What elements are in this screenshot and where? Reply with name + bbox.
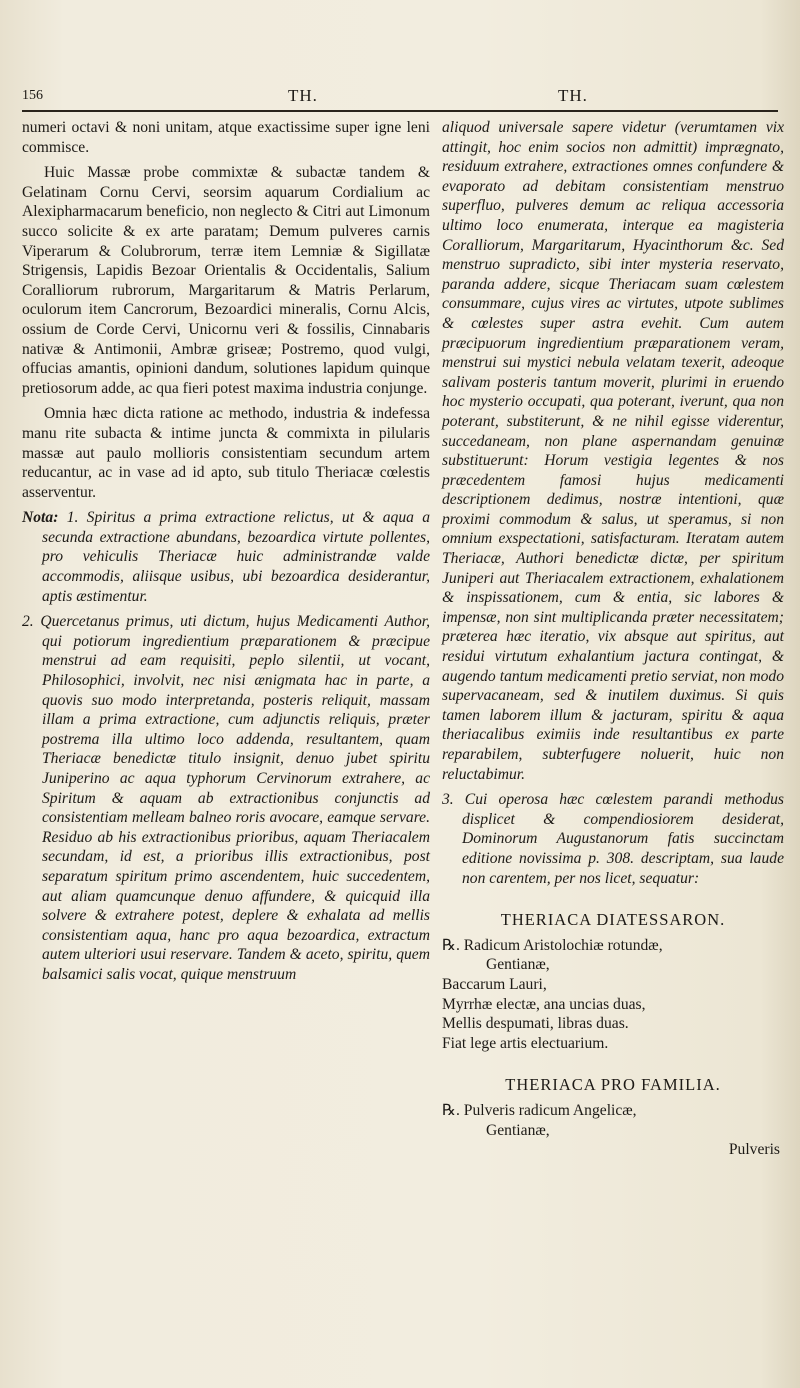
note-1-text: 1. Spiritus a prima extractione relictus, ut & aqua a secunda extractione abundans, bezoardica virtute pollentes, pro vehiculis Theriacæ huic administrandæ valde accommodis, aliisque usibus, ubi bezoardica desiderantur, aptis æstimentur. [42,509,430,605]
header-rule [22,110,778,112]
running-header [22,86,778,110]
note-2: 2. Quercetanus primus, uti dictum, hujus Medicamenti Author, qui potiorum ingredientium præparationem & præcipue menstrui ad eam requisiti, peplo silentii, ut vocant, Philosophici, involvit, nec nisi ænigmata hac in parte, a quovis suo modo interpretanda, posteris reliquit, massam illam a prima extractione, cum adjunctis reliquis, præter postrema illa ultimo loco addenda, resultantem, quam Theriacæ benedictæ titulo insignit, denuo jubet spiritu Juniperino ac aqua typhorum Cervinorum extrahere, ac Spiritum & aquam ab extractionibus conjunctis ad consistentiam melleam balneo roris avocare, eamque servare. Residuo ab his extractionibus prioribus, aquam Theriacalem secundam, id est, a prioribus illis extractionibus, post separatum spiritum primo ascendentem, huic succedentem, aut aliam quamcunque denuo affundere, & quicquid illa solvere & extrahere potest, deplere & exhalata ad mellis consistentiam aqua, hanc pro aqua bezoardica, extractum autem ulteriori usui reservare. Tandem & aceto, spiritu, quem balsamici salis vocat, quique menstruum [22,613,430,983]
note-label: Nota: [22,509,59,527]
recipe-line: Baccarum Lauri, [442,975,547,993]
recipe-line: Myrrhæ electæ, ana uncias duas, [442,995,646,1013]
page-number: 156 [22,88,43,103]
recipe-line: ℞. Pulveris radicum Angelicæ, [442,1101,637,1119]
note-1 [22,508,430,606]
paragraph: Huic Massæ probe commixtæ & subactæ tandem & Gelatinam Cornu Cervi, seorsim aquarum Cordialium ac Alexipharmacarum beneficio, non neglecto & Citri aut Limonum succo solicite & ex arte paratam; Demum pulveres carnis Viperarum & Colubrorum, terræ item Lemniæ & Sigillatæ Strigensis, Lapidis Bezoar Orientalis & Occidentalis, Salium Coralliorum rubrorum, Margaritarum & Matris Perlarum, oculorum item Cancrorum, Bezoardici mineralis, Cornu Alcis, ossium de Corde Cervi, Unicornu veri & fossilis, Cinnabaris nativæ & Antimonii, Ambræ griseæ; Postremo, quod vulgi, offucias amantis, opinioni dandum, solutiones lapidum quinque pretiosorum adde, ac qua fieri potest maxima industria conjunge. [22,164,430,397]
recipe-line: Mellis despumati, libras duas. [442,1015,629,1033]
catchword: Pulveris [728,1141,780,1159]
recipe-heading: THERIACA DIATESSARON. [500,910,726,930]
recipe-heading: THERIACA PRO FAMILIA. [505,1075,721,1095]
recipe-line: Fiat lege artis electuarium. [442,1034,609,1052]
paragraph: aliquod universale sapere videtur (verumtamen vix attingit, hoc enim socios non admittit) imprægnato, residuum extrahere, extractiones omnes confundere & evaporato ad debitam consistentiam menstruo superfluo, pulveres demum ac reliqua accessoria ultimo loco enumerata, interque ea magisteria Coralliorum, Margaritarum, Hyacinthorum &c. Sed menstruo supradicto, sibi inter mysteria reservato, paranda addere, sicque Theriacam suam cœlestem consummare, cujus vires ac virtutes, utpote sublimes & cœlestes super astra evehit. Cum autem præcipuorum ingredientium præparationem veram, menstrui sui mystici nebula velatam texerit, adeoque salivam posteris tantum moverit, plurimi in eruendo hoc mysterio occupati, qua poterant, iverunt, qua non poterant, substiterunt, & ne nihil egisse viderentur, succedaneam, non plane aspernandam genuinæ substituerunt: Horum vestigia legentes & nos præcedentem famosi hujus medicamenti descriptionem dedimus, nostræ intentioni, quæ proximi commodum & salus, ut speramus, si non omnium exspectationi, satisfacturam. Iteratam autem Theriacæ, Authori benedictæ dictæ, per spiritum Juniperi aut Theriacalem extractionem, exhalationem & inspissationem, cum & entia, sic labores & impensæ, non sint multiplicanda præter necessitatem; præterea hæc iteratio, vix absque aut spiritus, aut residui virtutum exhalantium jactura contingat, & augendo tantum medicamenti pretio serviat, non modo supervacaneam, sed & inutilem duximus. Si quis tamen laborem illum & jacturam, spiritu & aqua theriacalibus eximiis inde resultantibus ex parte reparabilem, subterfugere noluerit, huic non reluctabimur. [442,119,784,783]
recipe-line: Gentianæ, [486,1121,550,1139]
recipe-line: ℞. Radicum Aristolochiæ rotundæ, [442,936,663,954]
paragraph: Omnia hæc dicta ratione ac methodo, industria & indefessa manu rite subacta & intime juncta & commixta in pilularis massæ aut paulo mollioris consistentiam secundum artem reducantur, ac in vase ad id apto, sub titulo Theriacæ cœlestis asserventur. [22,405,430,501]
recipe-line: Gentianæ, [486,956,550,974]
running-title-right: TH. [558,86,588,105]
right-column [442,118,784,1160]
paragraph: numeri octavi & noni unitam, atque exactissime super igne leni commisce. [22,119,430,156]
recipe-familia [442,1101,784,1160]
running-title-left: TH. [288,86,318,105]
note-3: 3. Cui operosa hæc cœlestem parandi methodus displicet & compendiosiorem desiderat, Dominorum Augustanorum fatis succinctam editione novissima p. 308. descriptam, sua laude non carentem, per nos licet, sequatur: [442,791,784,887]
left-column [22,118,430,985]
recipe-diatessaron [442,936,784,1054]
